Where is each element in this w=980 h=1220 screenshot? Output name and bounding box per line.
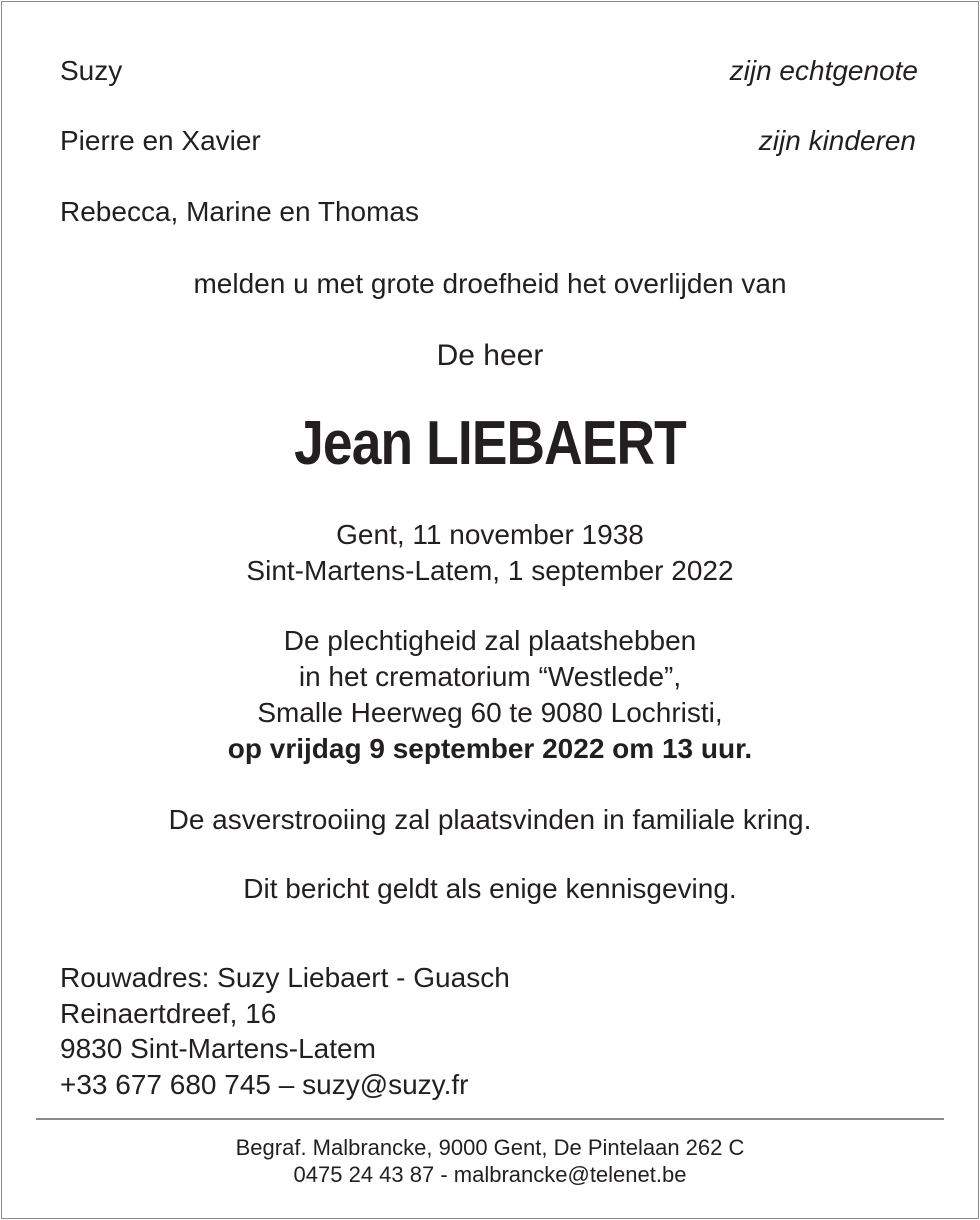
honorific-title: De heer [436,339,544,372]
address-line: Rouwadres: Suzy Liebaert - Guasch [60,962,510,993]
funeral-home-footer [0,1134,980,1188]
family-name: Suzy [60,55,123,86]
family-name: Pierre en Xavier [60,125,261,156]
ashes-text: De asverstrooiing zal plaatsvinden in familiale kring. [168,804,812,835]
life-dates [0,517,980,589]
ceremony-line: De plechtigheid zal plaatshebben [283,625,697,656]
ceremony-address: Smalle Heerweg 60 te 9080 Lochristi, [257,697,723,728]
address-line: Reinaertdreef, 16 [60,997,277,1029]
death-line: Sint-Martens-Latem, 1 september 2022 [246,555,734,586]
ceremony-block [0,623,980,767]
birth-line: Gent, 11 november 1938 [336,519,644,550]
ceremony-location: in het crematorium “Westlede”, [298,661,682,692]
family-relation: zijn kinderen [758,125,916,156]
family-relation: zijn echtgenote [729,55,918,86]
address-line: 9830 Sint-Martens-Latem [60,1033,376,1064]
mourning-address [60,960,510,1102]
notice-text: Dit bericht geldt als enige kennisgeving. [243,873,737,904]
deceased-name: Jean LIEBAERT [294,409,686,478]
funeral-home-contact: 0475 24 43 87 - malbrancke@telenet.be [293,1162,687,1187]
divider [36,1118,944,1120]
ceremony-datetime: op vrijdag 9 september 2022 om 13 uur. [227,733,753,764]
funeral-home-address: Begraf. Malbrancke, 9000 Gent, De Pintelaan 262 C [235,1135,745,1160]
announcement-text: melden u met grote droefheid het overlijden van [193,268,787,299]
family-name: Rebecca, Marine en Thomas [60,196,419,227]
address-contact: +33 677 680 745 – suzy@suzy.fr [60,1068,469,1100]
